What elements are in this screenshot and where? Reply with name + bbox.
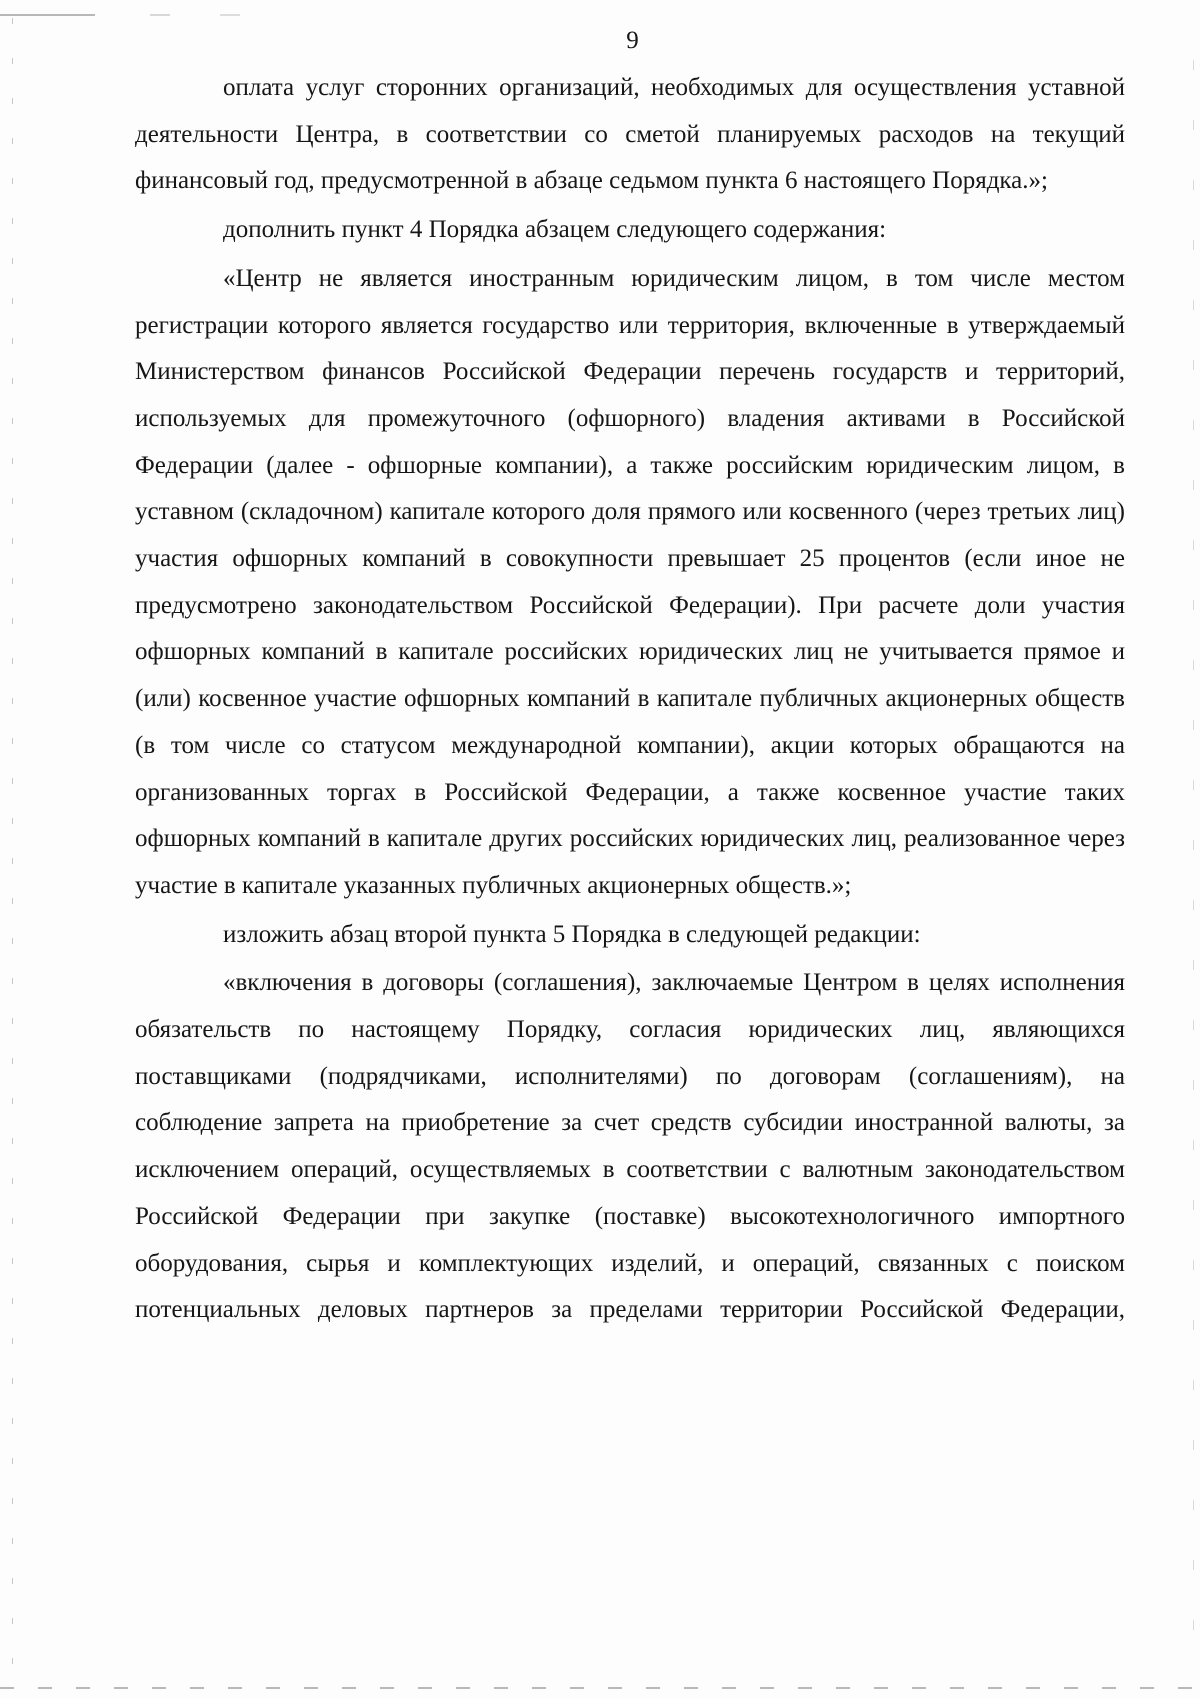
paragraph-amend-point-5: изложить абзац второй пункта 5 Порядка в следующей редакции:	[223, 920, 921, 948]
paragraph-payment-services: оплата услуг сторонних организаций, необходимых для осуществления уставной деятельности Центра, в соответствии со сметой планируемых расходов на текущий финансовый год, предусмотренной в абзаце седьмом пункта 6 настоящего Порядка.»;	[135, 74, 1125, 195]
document-body	[135, 65, 1125, 1334]
scan-edge-left	[12, 18, 13, 1668]
scan-edge-top	[0, 14, 1200, 16]
scan-edge-bottom	[0, 1687, 1200, 1689]
paragraph-amend-point-4: дополнить пункт 4 Порядка абзацем следующего содержания:	[223, 216, 887, 244]
page-number: 9	[626, 27, 639, 54]
paragraph-currency-clause: «включения в договоры (соглашения), заключаемые Центром в целях исполнения обязательств по настоящему Порядку, согласия юридических лиц, являющихся поставщиками (подрядчиками, исполнителями) по договорам (соглашениям), на соблюдение запрета на приобретение за счет средств субсидии иностранной валюты, за исключением операций, осуществляемых в соответствии с валютным законодательством Российской Федерации при закупке (поставке) высокотехнологичного импортного оборудования, сырья и комплектующих изделий, и операций, связанных с поиском потенциальных деловых партнеров за пределами территории Российской Федерации,	[135, 969, 1125, 1324]
scan-edge-right	[1193, 60, 1194, 1660]
paragraph-offshore-clause: «Центр не является иностранным юридическим лицом, в том числе местом регистрации которого является государство или территория, включенные в утверждаемый Министерством финансов Российской Федерации перечень государств и территорий, используемых для промежуточного (офшорного) владения активами в Российской Федерации (далее - офшорные компании), а также российским юридическим лицом, в уставном (складочном) капитале которого доля прямого или косвенного (через третьих лиц) участия офшорных компаний в совокупности превышает 25 процентов (если иное не предусмотрено законодательством Российской Федерации). При расчете доли участия офшорных компаний в капитале российских юридических лиц не учитывается прямое и (или) косвенное участие офшорных компаний в капитале публичных акционерных обществ (в том числе со статусом международной компании), акции которых обращаются на организованных торгах в Российской Федерации, а также косвенное участие таких офшорных компаний в капитале других российских юридических лиц, реализованное через участие в капитале указанных публичных акционерных обществ.»;	[135, 264, 1125, 899]
